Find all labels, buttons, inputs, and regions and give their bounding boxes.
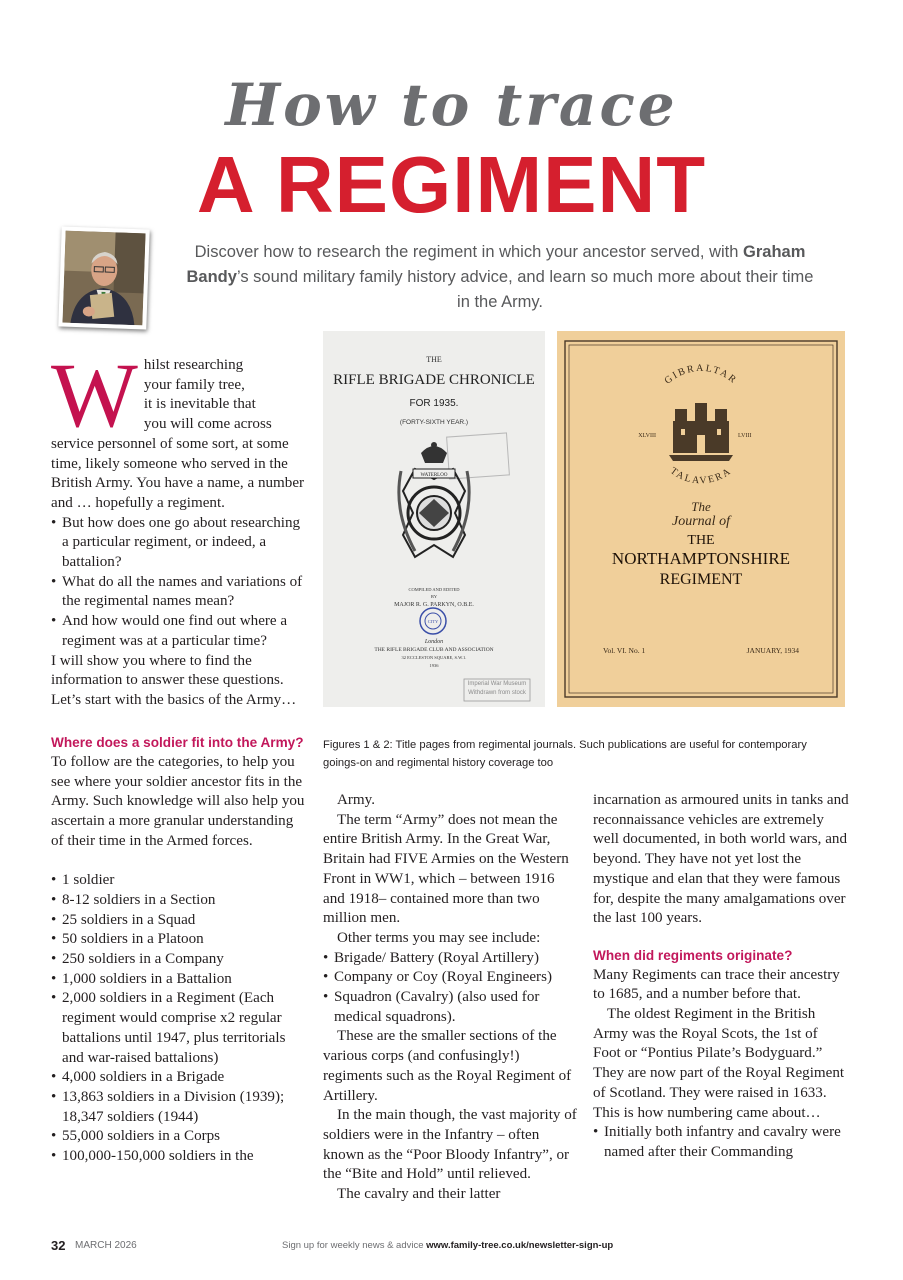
paragraph: Other terms you may see include: (337, 929, 541, 946)
standfirst-intro: Discover how to research the regiment in which your ancestor served, with (194, 243, 744, 261)
list-item: • Initially both infantry and cavalry were named after their Commanding (593, 1123, 849, 1162)
fig2-date: JANUARY, 1934 (746, 646, 799, 655)
fig1-stamp: CITY (427, 619, 439, 624)
fig1-publisher: THE RIFLE BRIGADE CLUB AND ASSOCIATION (374, 647, 494, 653)
fig2-left-number: XLVIII (638, 433, 656, 439)
newsletter-signup (282, 1240, 613, 1251)
fig2-arc-top: GIBRALTAR (662, 362, 740, 387)
paragraph: In the main though, the vast majority of soldiers were in the Infantry – often known as the “Poor Bloody Infantry”, or the “Bite and Hold” until relieved. (323, 1107, 577, 1183)
figure-northamptonshire-journal (557, 331, 845, 707)
fig1-year: FOR 1935. (409, 398, 459, 409)
fig2-arc-bottom: TALAVERA (667, 465, 735, 487)
fig1-address: 32 ECCLESTON SQUARE, S.W.1. (401, 655, 467, 660)
paragraph: Many Regiments can trace their ancestry to 1685, and a number before that. (593, 966, 840, 1003)
signup-link[interactable]: www.family-tree.co.uk/newsletter-sign-up (426, 1240, 614, 1251)
fig1-editor: MAJOR R. G. PARKYN, O.B.E. (394, 602, 474, 608)
list-item: • What do all the names and variations of the regimental names mean? (51, 573, 307, 612)
figure-rifle-brigade-chronicle (323, 331, 545, 707)
soldier-categories (51, 871, 307, 1167)
fig1-compiled: COMPILED AND EDITED (408, 587, 460, 592)
page-title: A REGIMENT (196, 140, 707, 229)
list-item: • 1 soldier (51, 871, 307, 891)
unit-terms-list (323, 949, 577, 1028)
fig2-the-caps: THE (687, 533, 715, 548)
fig2-name-line1: NORTHAMPTONSHIRE (611, 549, 791, 568)
list-item: • 25 soldiers in a Squad (51, 911, 307, 931)
list-item: • But how does one go about researching a particular regiment, or indeed, a battalion? (51, 514, 307, 573)
intro-line: it is inevitable that (143, 396, 256, 413)
fig1-london: London (424, 639, 444, 645)
section-heading: When did regiments originate? (593, 947, 793, 963)
fig2-right-number: LVIII (738, 433, 752, 439)
section-paragraph: To follow are the categories, to help you see where your soldier ancestor fits in the Army. Such knowledge will also help you ascertain a more granular understanding of their time in the Armed forces. (51, 754, 305, 849)
list-item: • And how would one find out where a regiment was at a particular time? (51, 612, 307, 651)
paragraph: Army. (337, 792, 376, 808)
intro-line: hilst researching (143, 357, 244, 373)
right-column (593, 791, 849, 1163)
intro-closing: I will show you where to find the information to answer these questions. Let’s start with the basics of the Army… (51, 652, 297, 708)
author-name: Graham Bandy (186, 243, 806, 286)
paragraph: These are the smaller sections of the various corps (and confusingly!) regiments such as the Royal Regiment of Artillery. (323, 1028, 572, 1104)
intro-questions (51, 514, 307, 652)
intro-column (51, 344, 307, 1167)
paragraph: incarnation as armoured units in tanks and reconnaissance vehicles are extremely well documented, in both world wars, and beyond. They have not yet lost the mystique and elan that they were famous for, despite the many amalgamations over the last 100 years. (593, 792, 849, 927)
fig1-by: BY (430, 594, 438, 599)
page-number: 32 (51, 1238, 66, 1253)
paragraph: The oldest Regiment in the British Army was the Royal Scots, the 1st of Foot or “Pontius Pilate’s Bodyguard.” They are now part of the Royal Regiment of Scotland. They were raised in 1633. This is how numbering came about… (593, 1006, 845, 1121)
page-footer (0, 1238, 903, 1256)
castle-emblem-icon (669, 403, 733, 461)
list-item: • 1,000 soldiers in a Battalion (51, 970, 307, 990)
fig1-date: 1936 (429, 663, 439, 668)
fig1-the: THE (426, 355, 442, 364)
list-item: • 50 soldiers in a Platoon (51, 930, 307, 950)
list-item: • 100,000-150,000 soldiers in the (51, 1147, 307, 1167)
author-photo (58, 226, 149, 329)
standfirst-rest: ’s sound military family history advice, and learn so much more about their time in the Army. (236, 268, 814, 311)
section-heading: Where does a soldier fit into the Army? (51, 735, 304, 751)
list-item: • 250 soldiers in a Company (51, 950, 307, 970)
issue-date: MARCH 2026 (75, 1240, 137, 1251)
fig2-name-line2: REGIMENT (659, 571, 743, 588)
fig2-the-script: The (691, 499, 711, 514)
intro-paragraph: service personnel of some sort, at some time, likely someone who served in the British Army. You have a name, a number and … hopefully a regiment. (51, 435, 305, 511)
intro-line: your family tree, (143, 376, 245, 393)
list-item: • Brigade/ Battery (Royal Artillery) (323, 949, 577, 969)
standfirst (185, 240, 815, 315)
list-item: • 4,000 soldiers in a Brigade (51, 1068, 307, 1088)
fig1-library-stamp: Imperial War Museum Withdrawn from stock (467, 681, 527, 696)
paragraph: The term “Army” does not mean the entire British Army. In the Great War, Britain had FIVE Armies on the Western Front in WW1, which – between 1916 and 1918– contained more than two million men. (323, 811, 569, 927)
fig1-edition: (FORTY-SIXTH YEAR.) (399, 419, 469, 426)
figure-caption: Figures 1 & 2: Title pages from regimental journals. Such publications are useful for contemporary goings-on and regimental history coverage too (323, 739, 807, 769)
paragraph: The cavalry and their latter (337, 1186, 501, 1203)
list-item: • 2,000 soldiers in a Regiment (Each regiment would comprise x2 regular battalions until 1947, plus territorials and war-raised battalions) (51, 989, 307, 1068)
drop-cap: W (51, 344, 138, 446)
list-item: • Squadron (Cavalry) (also used for medical squadrons). (323, 988, 577, 1027)
title-script: How to trace (225, 71, 678, 139)
numbering-list (593, 1123, 849, 1162)
fig1-badge-scroll: WATERLOO (420, 473, 448, 478)
fig2-volume: Vol. VI. No. 1 (603, 646, 646, 655)
list-item: • 13,863 soldiers in a Division (1939); 18,347 soldiers (1944) (51, 1088, 307, 1127)
intro-line: you will come across (143, 416, 272, 433)
list-item: • 55,000 soldiers in a Corps (51, 1127, 307, 1147)
middle-column (323, 791, 577, 1205)
signup-text: Sign up for weekly news & advice (282, 1240, 427, 1251)
fig1-title: RIFLE BRIGADE CHRONICLE (333, 372, 535, 388)
list-item: • Company or Coy (Royal Engineers) (323, 968, 577, 988)
fig2-journal-of: Journal of (672, 514, 730, 529)
list-item: • 8-12 soldiers in a Section (51, 891, 307, 911)
